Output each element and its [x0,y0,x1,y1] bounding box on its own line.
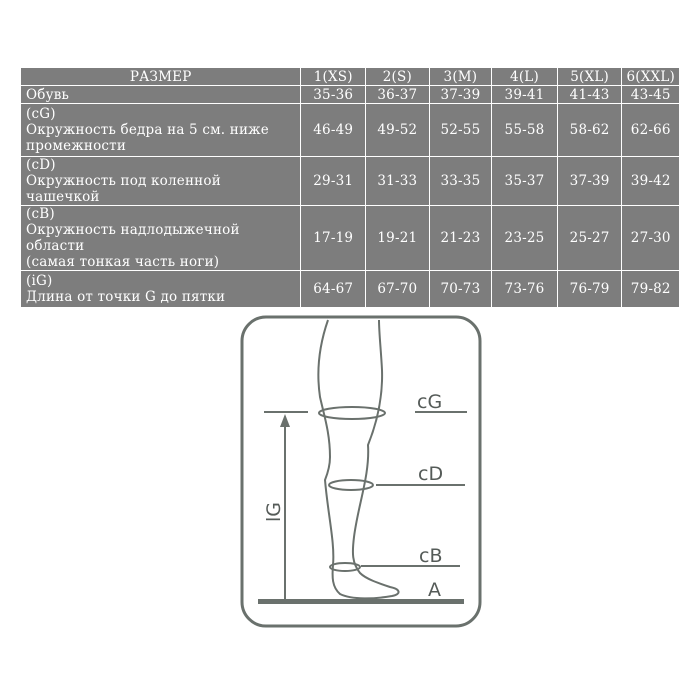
table-cell: 67-70 [366,271,430,308]
header-size-3: 3(M) [429,68,492,86]
row-label-line: (iG) [26,273,53,289]
table-cell: 37-39 [557,157,622,206]
diagram-frame [242,317,480,626]
table-cell: 33-35 [429,157,492,206]
leg-outline [318,320,398,598]
row-label-shoes [21,86,301,104]
header-size-4: 4(L) [492,68,558,86]
row-label-cb [21,206,301,271]
header-size-label: РАЗМЕР [21,68,301,86]
table-row [21,206,680,271]
header-size-5: 5(XL) [557,68,622,86]
table-cell: 25-27 [557,206,622,271]
a-label: A [428,579,441,601]
row-label-line: Обувь [26,86,70,103]
table-cell: 49-52 [366,104,430,157]
table-cell: 21-23 [429,206,492,271]
header-size-6: 6(XXL) [622,68,680,86]
table-row [21,86,680,104]
table-cell: 58-62 [557,104,622,157]
cg-label: cG [417,391,443,413]
table-cell: 70-73 [429,271,492,308]
leg-diagram-svg [240,315,482,628]
table-header-row [21,68,680,86]
row-label-line: Окружность под коленной чашечкой [26,173,221,205]
table-cell: 23-25 [492,206,558,271]
cd-label: cD [418,463,444,485]
table-cell: 37-39 [429,86,492,104]
leg-measurement-diagram [240,315,482,628]
size-table [20,67,680,308]
header-size-2: 2(S) [366,68,430,86]
table-row [21,157,680,206]
row-label-cd [21,157,301,206]
cb-label: cB [419,545,443,567]
table-cell: 41-43 [557,86,622,104]
row-label-line: Окружность бедра на 5 см. ниже [26,122,269,138]
table-cell: 39-41 [492,86,558,104]
header-size-1: 1(XS) [301,68,366,86]
table-cell: 35-37 [492,157,558,206]
table-cell: 36-37 [366,86,430,104]
table-cell: 27-30 [622,206,680,271]
row-label-ig [21,271,301,308]
table-cell: 52-55 [429,104,492,157]
table-cell: 76-79 [557,271,622,308]
lg-arrow-head [280,414,290,427]
table-cell: 73-76 [492,271,558,308]
table-cell: 39-42 [622,157,680,206]
table-cell: 79-82 [622,271,680,308]
table-cell: 35-36 [301,86,366,104]
row-label-line: (cD) [26,157,56,173]
row-label-line: (cG) [26,106,56,122]
cd-ring [329,480,373,490]
row-label-cg [21,104,301,157]
table-cell: 29-31 [301,157,366,206]
table-cell: 64-67 [301,271,366,308]
table-cell: 43-45 [622,86,680,104]
row-label-line: промежности [26,138,127,154]
table-cell: 17-19 [301,206,366,271]
table-cell: 46-49 [301,104,366,157]
table-cell: 62-66 [622,104,680,157]
table-row [21,271,680,308]
table-row [21,104,680,157]
row-label-line: (cB) [26,206,55,222]
row-label-line: Длина от точки G до пятки [26,289,226,305]
lg-label: lG [263,501,285,522]
table-cell: 31-33 [366,157,430,206]
row-label-line: Окружность надлодыжечной области [26,222,240,254]
cg-ring [319,407,385,419]
table-cell: 19-21 [366,206,430,271]
table-cell: 55-58 [492,104,558,157]
row-label-line: (самая тонкая часть ноги) [26,254,220,270]
